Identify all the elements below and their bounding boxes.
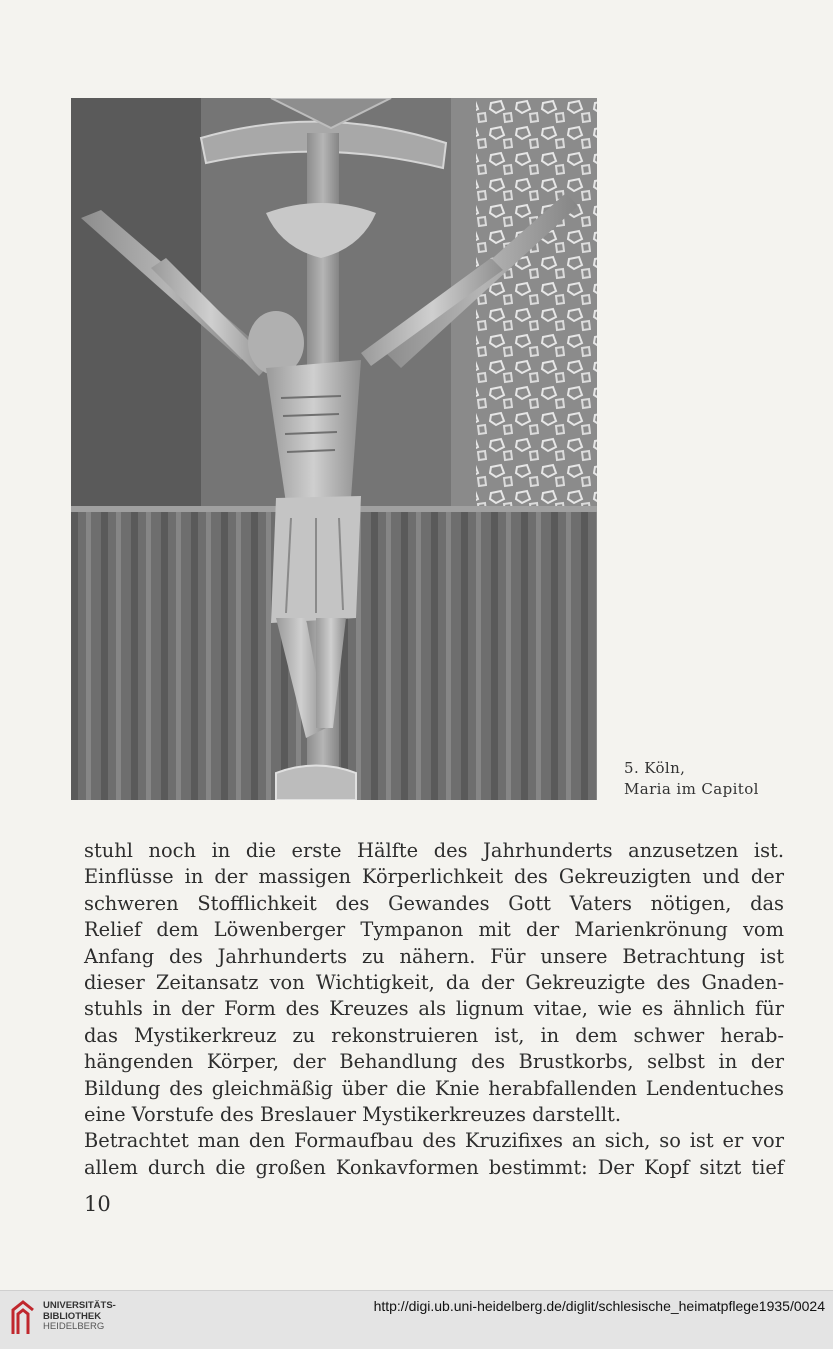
library-logo-text <box>43 1301 116 1333</box>
text-line: stuhls in der Form des Kreuzes als lignum vitae, wie es ähnlich für <box>84 997 784 1021</box>
caption-church: Maria im Capitol <box>624 780 759 798</box>
text-line: Betrachtet man den Formaufbau des Kruzifixes an sich, so ist er vor <box>84 1129 784 1153</box>
text-line: stuhl noch in die erste Hälfte des Jahrhunderts anzusetzen ist. <box>84 839 784 862</box>
logo-line-3: HEIDELBERG <box>43 1321 105 1332</box>
text-line: Einflüsse in der massigen Körperlichkeit des Gekreuzigten und der <box>84 865 784 889</box>
page-number: 10 <box>84 1192 111 1216</box>
text-line: dieser Zeitansatz von Wichtigkeit, da der Gekreuzigte des Gnaden- <box>84 970 784 994</box>
university-library-logo-icon <box>9 1298 37 1336</box>
text-line: Bildung des gleichmäßig über die Knie herabfallenden Lendentuches <box>84 1076 784 1100</box>
text-line: eine Vorstufe des Breslauer Mystikerkreuzes darstellt. <box>84 1102 621 1126</box>
caption-number-city: 5. Köln, <box>624 759 686 777</box>
text-line: allem durch die großen Konkavformen bestimmt: Der Kopf sitzt tief <box>84 1155 784 1179</box>
crucifix-illustration <box>71 98 597 800</box>
body-paragraph <box>84 838 784 1181</box>
permalink-url[interactable]: http://digi.ub.uni-heidelberg.de/diglit/schlesische_heimatpflege1935/0024 <box>373 1298 825 1314</box>
text-line: hängenden Körper, der Behandlung des Brustkorbs, selbst in der <box>84 1050 784 1074</box>
text-line: das Mystikerkreuz zu rekonstruieren ist, in dem schwer herab- <box>84 1023 784 1047</box>
logo-line-2: BIBLIOTHEK <box>43 1310 102 1322</box>
text-line: Relief dem Löwenberger Tympanon mit der Marienkrönung vom <box>84 918 784 942</box>
text-line: schweren Stofflichkeit des Gewandes Gott Vaters nötigen, das <box>84 891 784 915</box>
logo-line-1: UNIVERSITÄTS- <box>43 1300 116 1311</box>
crucifix-photograph <box>71 98 597 800</box>
text-line: Anfang des Jahrhunderts zu nähern. Für unsere Betrachtung ist <box>84 944 784 968</box>
figure-caption <box>624 758 824 800</box>
